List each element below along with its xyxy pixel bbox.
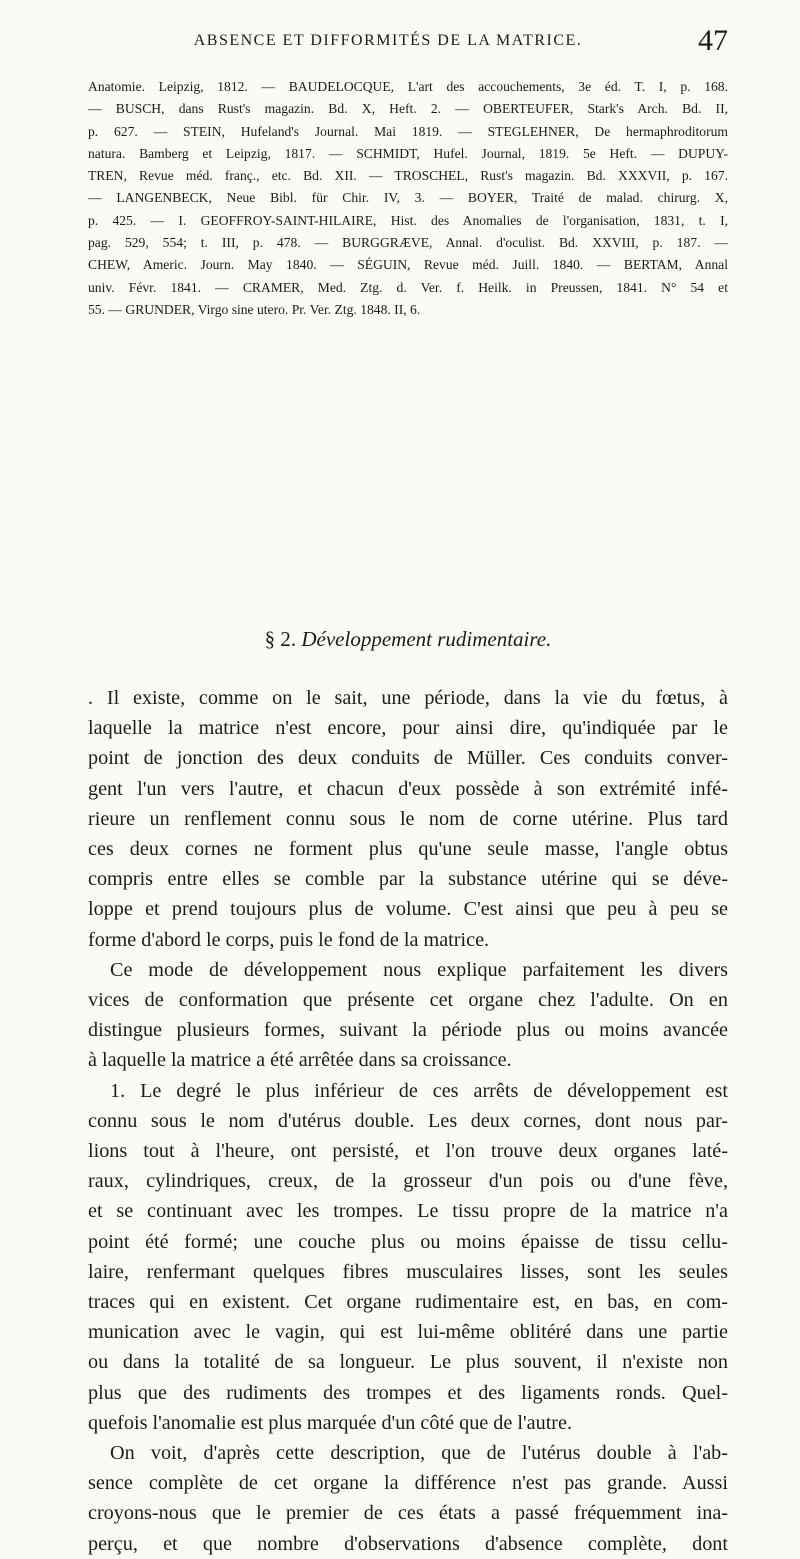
running-head [88, 22, 728, 62]
body-line: point de jonction des deux conduits de Müller. Ces conduits conver- [88, 747, 728, 770]
section-heading [88, 627, 728, 652]
body-line: sence complète de cet organe la différence n'est pas grande. Aussi [88, 1472, 728, 1495]
reference-line: TREN, Revue méd. franç., etc. Bd. XII. — TROSCHEL, Rust's magazin. Bd. XXXVII, p. 167. [88, 168, 728, 184]
body-line: distingue plusieurs formes, suivant la période plus ou moins avancée [88, 1019, 728, 1042]
body-line: ces deux cornes ne forment plus qu'une seule masse, l'angle obtus [88, 838, 728, 861]
body-line: à laquelle la matrice a été arrêtée dans sa croissance. [88, 1049, 512, 1072]
body-line: quefois l'anomalie est plus marquée d'un côté que de l'autre. [88, 1411, 573, 1434]
body-line: perçu, et que nombre d'observations d'absence complète, dont [88, 1532, 728, 1555]
body-line: point été formé; une couche plus ou moins épaisse de tissu cellu- [88, 1230, 728, 1253]
body-text [88, 683, 728, 1559]
body-line: connu sous le nom d'utérus double. Les deux cornes, dont nous par- [88, 1109, 728, 1132]
body-line: compris entre elles se comble par la substance utérine qui se déve- [88, 868, 728, 891]
bibliographic-references [88, 76, 728, 321]
reference-line: Anatomie. Leipzig, 1812. — BAUDELOCQUE, L'art des accouchements, 3e éd. T. I, p. 168. [88, 79, 728, 94]
page-number: 47 [698, 24, 728, 57]
reference-line: p. 425. — I. GEOFFROY-SAINT-HILAIRE, Hist. des Anomalies de l'organisation, 1831, t. I, [88, 212, 728, 228]
section-number: § 2. [264, 627, 297, 651]
body-line: lions tout à l'heure, ont persisté, et l'on trouve deux organes laté- [88, 1140, 728, 1163]
reference-line: pag. 529, 554; t. III, p. 478. — BURGGRÆVE, Annal. d'oculist. Bd. XXVIII, p. 187. — [88, 235, 728, 251]
body-line: loppe et prend toujours plus de volume. C'est ainsi que peu à peu se [88, 898, 728, 921]
body-line: croyons-nous que le premier de ces états a passé fréquemment ina- [88, 1502, 728, 1525]
reference-line: — BUSCH, dans Rust's magazin. Bd. X, Heft. 2. — OBERTEUFER, Stark's Arch. Bd. II, [88, 101, 728, 117]
reference-line: p. 627. — STEIN, Hufeland's Journal. Mai 1819. — STEGLEHNER, De hermaphroditorum [88, 123, 728, 139]
body-line: ou dans la totalité de sa longueur. Le plus souvent, il n'existe non [88, 1351, 728, 1374]
body-line: 1. Le degré le plus inférieur de ces arrêts de développement est [110, 1079, 728, 1102]
body-line: On voit, d'après cette description, que de l'utérus double à l'ab- [110, 1442, 728, 1465]
reference-line: CHEW, Americ. Journ. May 1840. — SÉGUIN, Revue méd. Juill. 1840. — BERTAM, Annal [88, 257, 728, 273]
body-line: raux, cylindriques, creux, de la grosseur d'un pois ou d'une fève, [88, 1170, 728, 1193]
body-line: . Il existe, comme on le sait, une période, dans la vie du fœtus, à [88, 687, 728, 709]
body-line: plus que des rudiments des trompes et des ligaments ronds. Quel- [88, 1381, 728, 1404]
reference-line: univ. Févr. 1841. — CRAMER, Med. Ztg. d. Ver. f. Heilk. in Preussen, 1841. N° 54 et [88, 279, 728, 295]
body-line: rieure un renflement connu sous le nom de corne utérine. Plus tard [88, 807, 728, 830]
reference-line: natura. Bamberg et Leipzig, 1817. — SCHMIDT, Hufel. Journal, 1819. 5e Heft. — DUPUY- [88, 145, 728, 161]
reference-line: 55. — GRUNDER, Virgo sine utero. Pr. Ver. Ztg. 1848. II, 6. [88, 301, 421, 317]
running-title: ABSENCE ET DIFFORMITÉS DE LA MATRICE. [193, 32, 583, 49]
body-line: vices de conformation que présente cet organe chez l'adulte. On en [88, 989, 728, 1012]
body-line: Ce mode de développement nous explique parfaitement les divers [110, 958, 728, 981]
body-line: gent l'un vers l'autre, et chacun d'eux possède à son extrémité infé- [88, 777, 728, 800]
body-line: traces qui en existent. Cet organe rudimentaire est, en bas, en com- [88, 1291, 728, 1314]
body-line: laire, renfermant quelques fibres musculaires lisses, sont les seules [88, 1260, 728, 1283]
section-title: Développement rudimentaire. [301, 627, 552, 651]
body-line: et se continuant avec les trompes. Le tissu propre de la matrice n'a [88, 1200, 728, 1223]
body-line: laquelle la matrice n'est encore, pour ainsi dire, qu'indiquée par le [88, 717, 728, 740]
body-line: forme d'abord le corps, puis le fond de la matrice. [88, 928, 490, 951]
body-line: munication avec le vagin, qui est lui-même oblitéré dans une partie [88, 1321, 728, 1344]
reference-line: — LANGENBECK, Neue Bibl. für Chir. IV, 3. — BOYER, Traité de malad. chirurg. X, [88, 190, 728, 206]
